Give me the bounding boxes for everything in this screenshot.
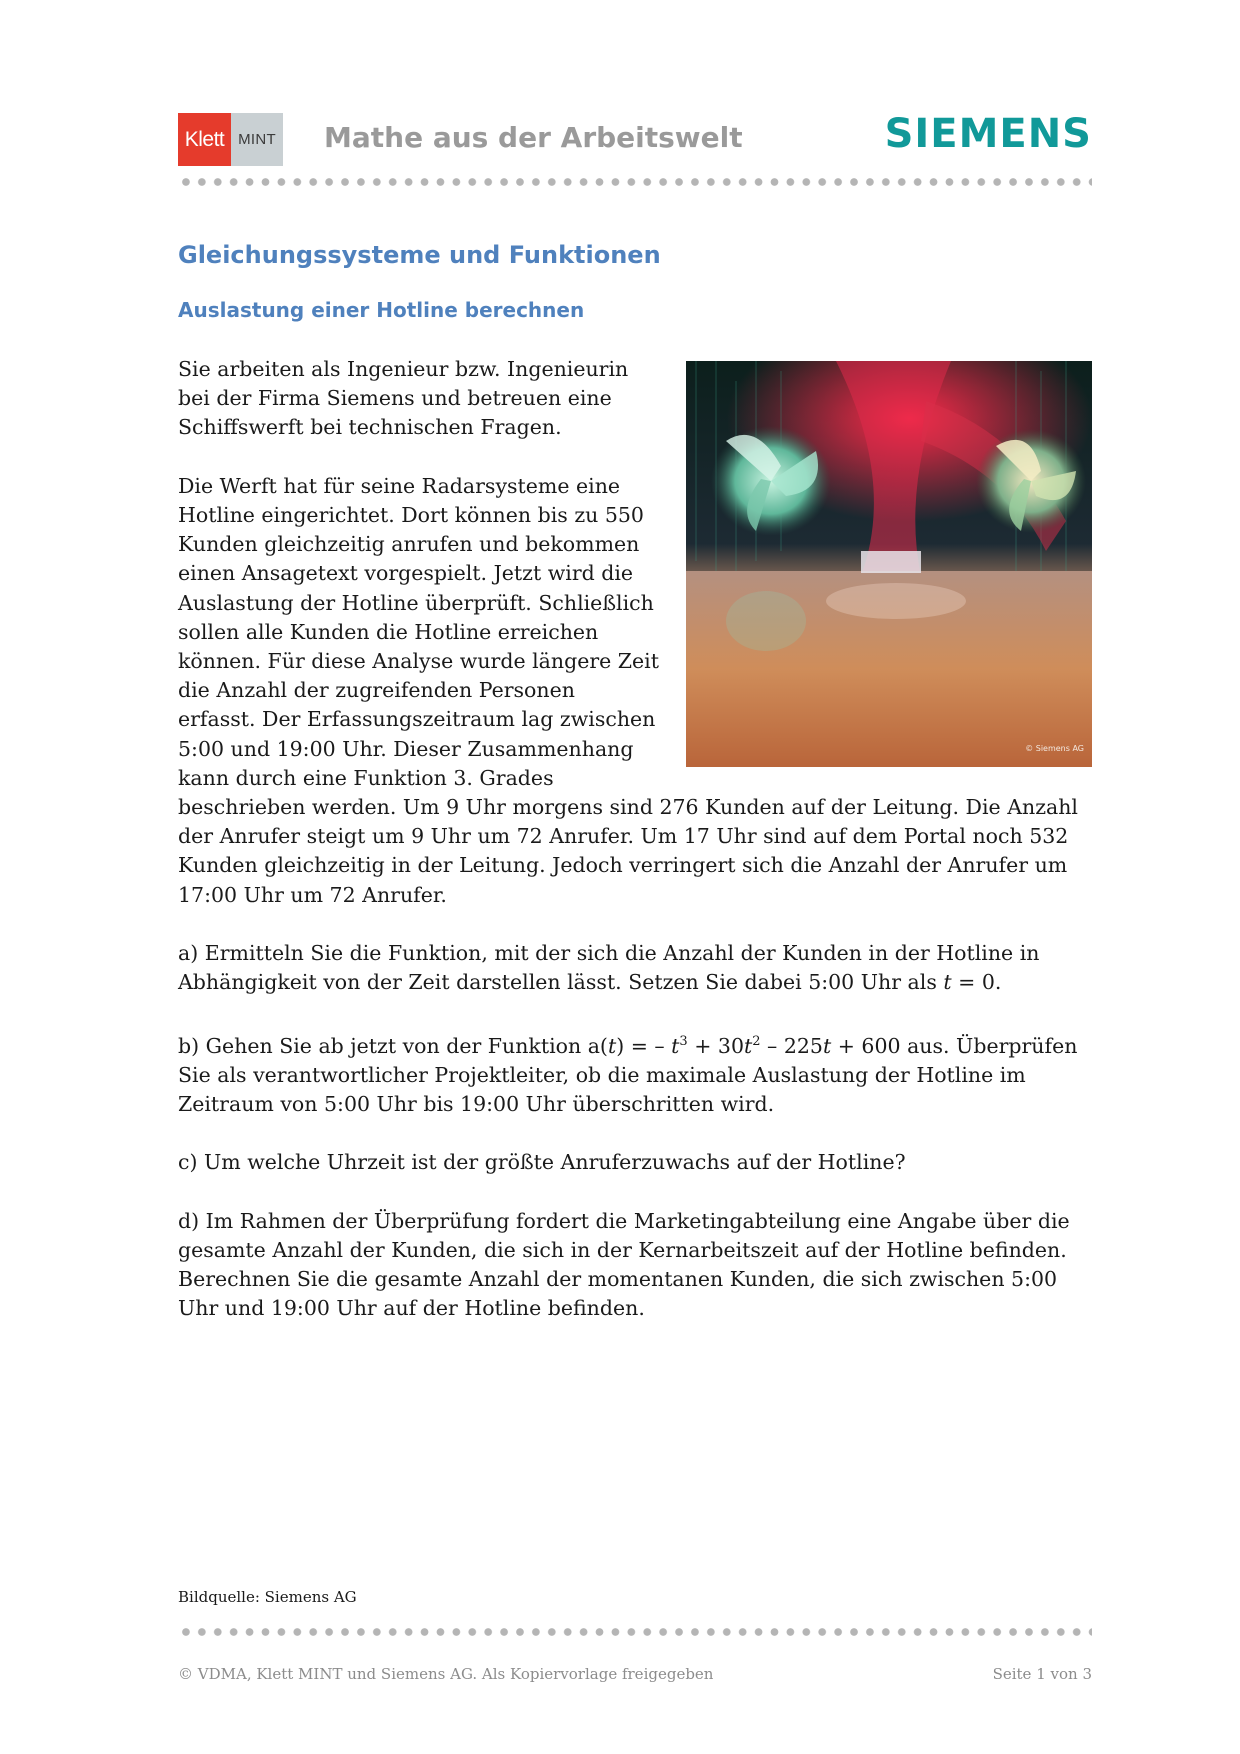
task-a-end: = 0. [951, 970, 1002, 995]
image-credit: © Siemens AG [1025, 743, 1084, 753]
page-header [178, 113, 1092, 169]
footer-copyright: © VDMA, Klett MINT und Siemens AG. Als Kopiervorlage freigegeben [178, 1665, 714, 1683]
scenario-line: einen Ansagetext vorgespielt. Jetzt wird die [178, 561, 634, 586]
page-subheading: Auslastung einer Hotline berechnen [178, 298, 585, 322]
scenario-line: erfasst. Der Erfassungszeitraum lag zwischen [178, 707, 656, 732]
page-number: Seite 1 von 3 [992, 1665, 1092, 1683]
formula-part: – 225 [760, 1033, 823, 1058]
siemens-logo: SIEMENS [884, 111, 1092, 157]
formula-var-t: t [671, 1033, 680, 1058]
task-d: d) Im Rahmen der Überprüfung fordert die Marketingabteilung eine Angabe über die gesamte Anzahl der Kunden, die sich in der Kernarbeitszeit auf der Hotline befinden. Berechnen Sie die gesamte Anzahl der momentanen Kunden, die sich zwischen 5:00 Uhr und 19:00 Uhr auf der Hotline befinden. [178, 1208, 1070, 1321]
klett-mint-logo [178, 113, 283, 166]
task-b-end: aus. Überprüfen Sie als verantwortlicher Projektleiter, ob die maximale Auslastung der Hotline im Zeitraum von 5:00 Uhr bis 19:00 Uhr überschritten wird. [178, 1033, 1078, 1116]
footer-dotted-divider [178, 1628, 1092, 1636]
intro-line: Sie arbeiten als Ingenieur bzw. Ingenieurin [178, 357, 629, 381]
scenario-line: sollen alle Kunden die Hotline erreichen [178, 619, 599, 644]
scenario-line: Hotline eingerichtet. Dort können bis zu 550 [178, 503, 644, 527]
ship-propeller-image [686, 361, 1092, 767]
formula-part: = – [624, 1033, 672, 1058]
formula-var-t: t [822, 1033, 832, 1058]
header-title: Mathe aus der Arbeitswelt [324, 121, 743, 154]
logo-klett: Klett [178, 113, 231, 166]
scenario-line: Auslastung der Hotline überprüft. Schließlich [178, 590, 654, 615]
task-b [178, 1027, 1092, 1119]
task-a [178, 939, 1092, 997]
scenario-line: 5:00 und 19:00 Uhr. Dieser Zusammenhang [178, 736, 634, 761]
task-a-variable: t [943, 970, 952, 995]
shipyard-photo [686, 361, 1092, 767]
scenario-line: Die Werft hat für seine Radarsysteme eine [178, 473, 621, 498]
formula-exponent: 2 [752, 1033, 761, 1049]
formula-var-t: t [607, 1033, 617, 1058]
formula-exponent: 3 [679, 1033, 688, 1049]
formula-part: ) [616, 1033, 625, 1058]
intro-paragraph [178, 355, 658, 443]
header-dotted-divider [178, 178, 1092, 186]
logo-mint: MINT [231, 113, 283, 166]
task-c: c) Um welche Uhrzeit ist der größte Anruferzuwachs auf der Hotline? [178, 1150, 906, 1175]
formula-var-t: t [744, 1033, 753, 1058]
intro-line: Schiffswerft bei technischen Fragen. [178, 415, 562, 440]
scenario-line: Kunden gleichzeitig anrufen und bekommen [178, 532, 640, 557]
task-b-start: b) Gehen Sie ab jetzt von der Funktion a( [178, 1033, 608, 1058]
scenario-line: die Anzahl der zugreifenden Personen [178, 678, 575, 703]
scenario-continuation: beschrieben werden. Um 9 Uhr morgens sind 276 Kunden auf der Leitung. Die Anzahl der Anrufer steigt um 9 Uhr um 72 Anrufer. Um 17 Uhr sind auf dem Portal noch 532 Kunden gleichzeitig in der Leitung. Jedoch verringert sich die Anzahl der Anrufer um 17:00 Uhr um 72 Anrufer. [178, 795, 1078, 907]
page-heading: Gleichungssysteme und Funktionen [178, 241, 661, 269]
scenario-line: können. Für diese Analyse wurde längere Zeit [178, 649, 659, 674]
scenario-line: kann durch eine Funktion 3. Grades [178, 765, 554, 790]
formula-part: + 600 [831, 1033, 901, 1058]
intro-line: bei der Firma Siemens und betreuen eine [178, 386, 612, 411]
image-source-note: Bildquelle: Siemens AG [178, 1588, 357, 1606]
formula-part: + 30 [687, 1033, 744, 1058]
task-a-text: a) Ermitteln Sie die Funktion, mit der sich die Anzahl der Kunden in der Hotline in Abhängigkeit von der Zeit darstellen lässt. Setzen Sie dabei 5:00 Uhr als [178, 941, 1040, 995]
task-body [178, 355, 1092, 1353]
